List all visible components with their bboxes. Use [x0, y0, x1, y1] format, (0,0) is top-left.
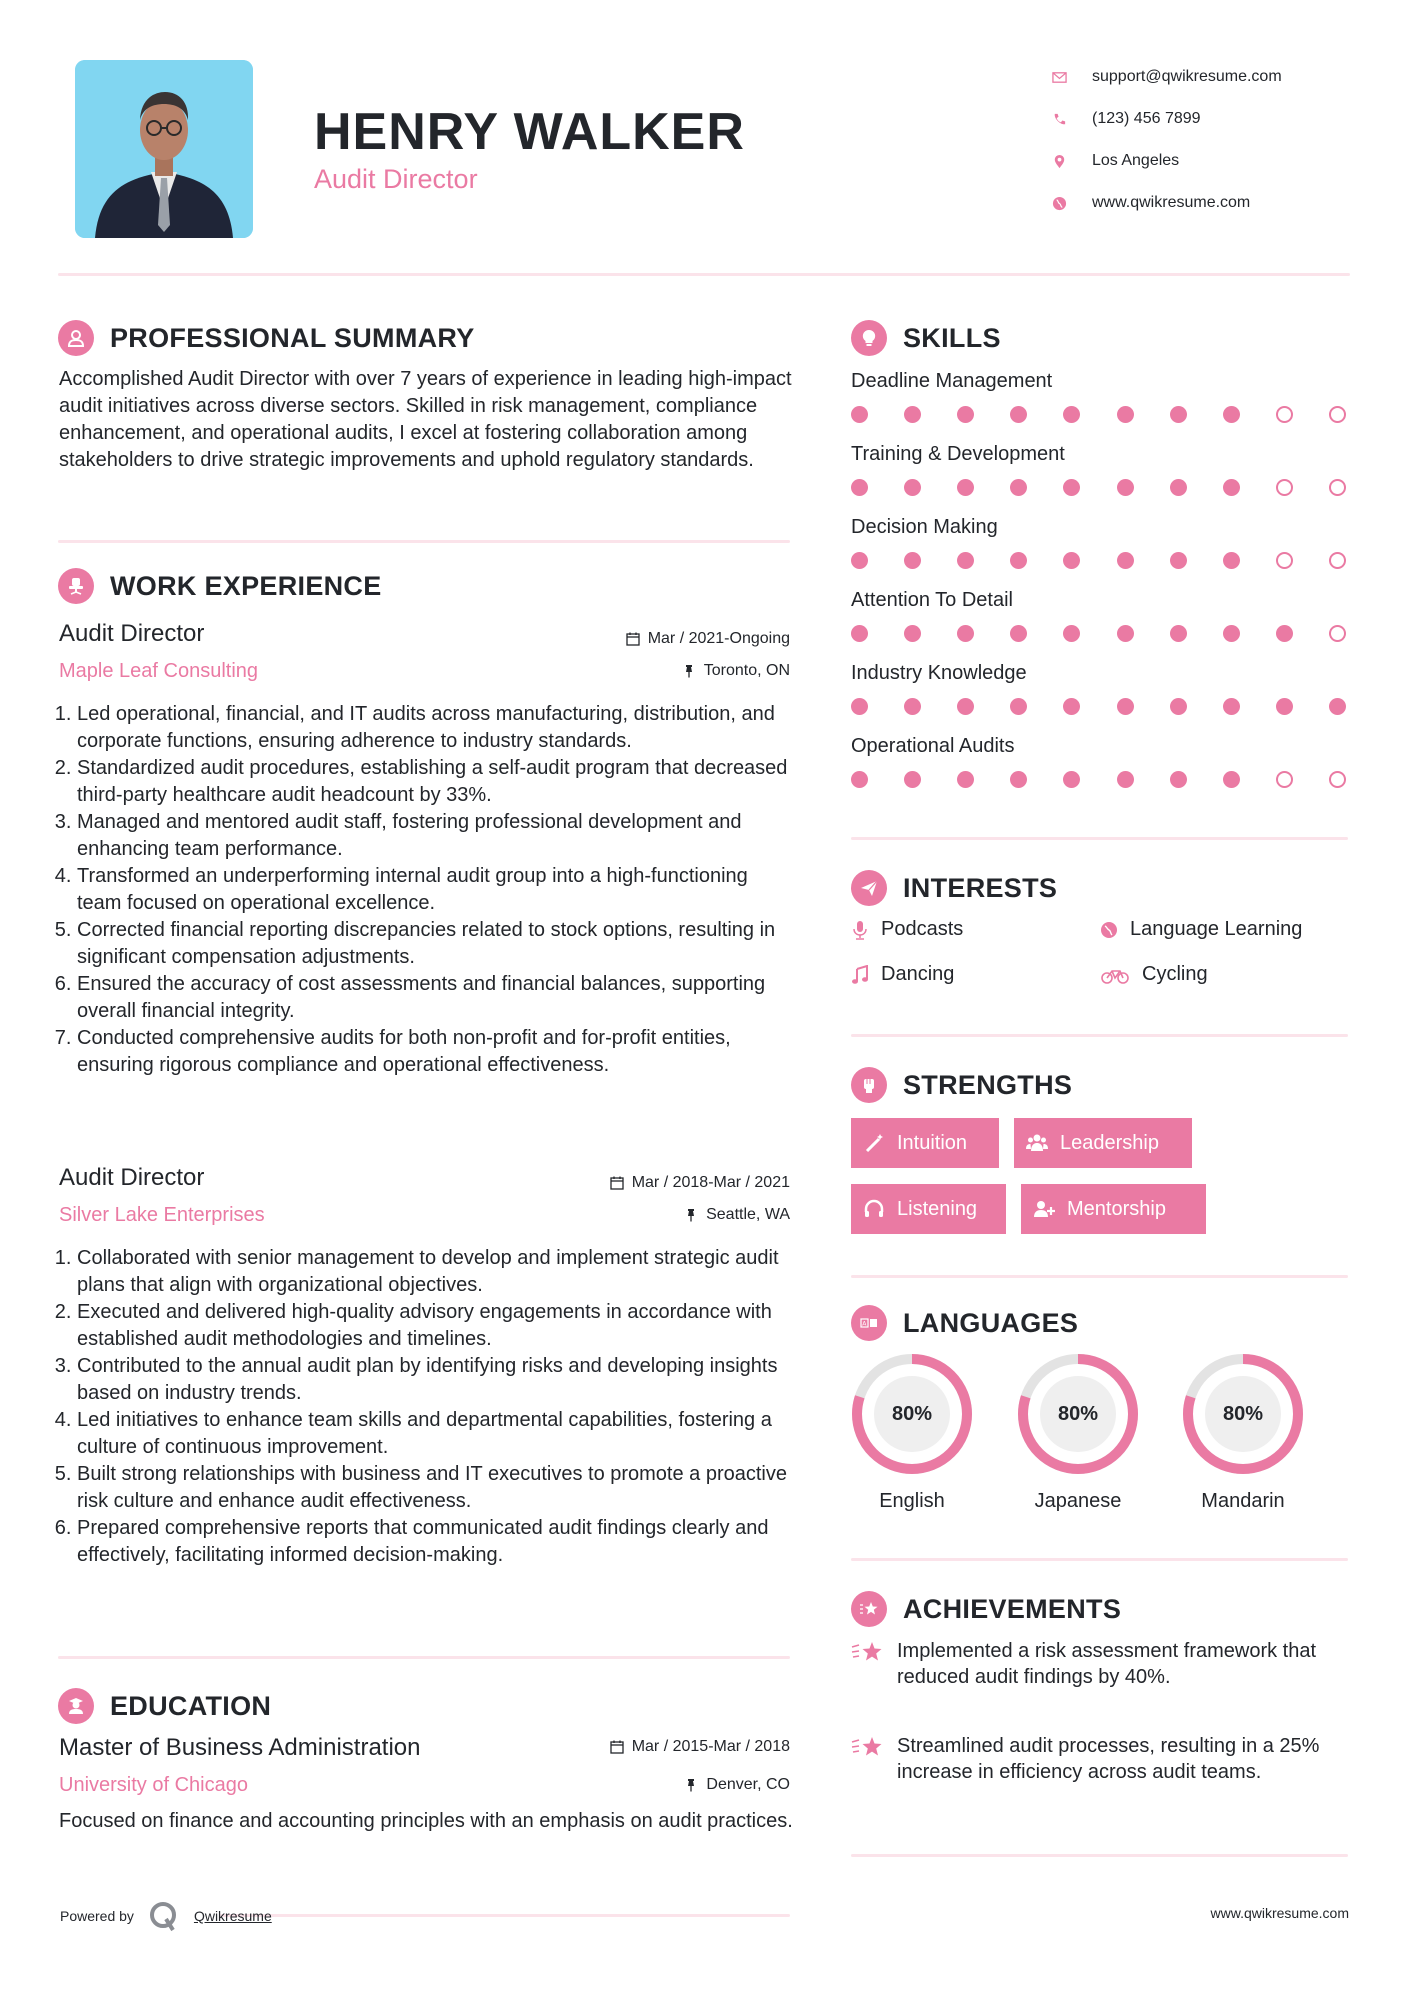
skill-name: Deadline Management — [851, 370, 1053, 392]
summary-heading: PROFESSIONAL SUMMARY — [110, 322, 475, 353]
rating-dot-filled — [1010, 771, 1027, 788]
skill-name: Training & Development — [851, 443, 1065, 465]
skill-name: Industry Knowledge — [851, 662, 1027, 684]
education-heading: EDUCATION — [110, 1690, 272, 1721]
rating-dot-filled — [957, 552, 974, 569]
skill-rating — [851, 771, 1346, 788]
strength-label: Mentorship — [1067, 1197, 1166, 1220]
interest-item — [851, 918, 963, 941]
language-name: Mandarin — [1201, 1490, 1285, 1512]
achievement-text: Streamlined audit processes, resulting in a 25% increase in efficiency across audit teams. — [897, 1735, 1320, 1783]
job-1-title: Audit Director — [59, 620, 205, 647]
job-2-bullet: 1. Collaborated with senior management to develop and implement strategic audit plans that align with organizational objectives. — [77, 1245, 794, 1299]
achievement-item — [851, 1638, 1351, 1690]
rating-dot-filled — [1117, 698, 1134, 715]
rating-dot-filled — [1329, 698, 1346, 715]
contact-phone[interactable] — [1050, 98, 1282, 140]
education-dates — [610, 1738, 790, 1756]
contact-website-text: www.qwikresume.com — [1092, 194, 1251, 211]
rating-dot-filled — [1170, 479, 1187, 496]
experience-divider — [58, 1656, 790, 1659]
contact-location-text: Los Angeles — [1092, 152, 1180, 169]
globe-icon — [1050, 194, 1068, 212]
languages-heading: LANGUAGES — [903, 1307, 1079, 1338]
contact-email[interactable] — [1050, 56, 1282, 98]
rating-dot-filled — [851, 552, 868, 569]
skills-divider — [851, 837, 1348, 840]
candidate-title: Audit Director — [314, 164, 478, 194]
achievement-item — [851, 1733, 1351, 1785]
job-2-bullet: 6. Prepared comprehensive reports that communicated audit findings clearly and effectively, facilitating informed decision-making. — [77, 1515, 794, 1569]
education-section-header — [58, 1688, 271, 1724]
skill-name: Decision Making — [851, 516, 998, 538]
job-1-bullets — [59, 701, 794, 1079]
map-pin-icon — [1050, 152, 1068, 170]
rating-dot-filled — [1010, 406, 1027, 423]
rating-dot-filled — [1170, 771, 1187, 788]
footer-website[interactable]: www.qwikresume.com — [1210, 1905, 1349, 1921]
interest-label: Dancing — [881, 963, 955, 985]
strengths-heading: STRENGTHS — [903, 1069, 1073, 1100]
rating-dot-filled — [1223, 771, 1240, 788]
rating-dot-filled — [904, 406, 921, 423]
strength-tag — [851, 1118, 999, 1168]
paper-plane-icon — [851, 870, 887, 906]
calendar-icon — [626, 632, 640, 646]
lightbulb-icon — [851, 320, 887, 356]
rating-dot-filled — [1170, 698, 1187, 715]
graduate-icon — [58, 1688, 94, 1724]
skill-name: Operational Audits — [851, 735, 1015, 757]
education-location-text: Denver, CO — [706, 1776, 790, 1793]
skill-row — [851, 516, 1351, 569]
job-1-bullet: 7. Conducted comprehensive audits for both non-profit and for-profit entities, ensuring rigorous compliance and operational effectiveness. — [77, 1025, 794, 1079]
rating-dot-filled — [1276, 698, 1293, 715]
language-percent: 80% — [1057, 1402, 1099, 1425]
rating-dot-filled — [1063, 479, 1080, 496]
job-1-bullet: 5. Corrected financial reporting discrepancies related to stock options, resulting in significant compensation adjustments. — [77, 917, 794, 971]
summary-divider — [58, 540, 790, 543]
strength-tag — [851, 1184, 1006, 1234]
rating-dot-filled — [1063, 771, 1080, 788]
job-1-bullet: 6. Ensured the accuracy of cost assessments and financial balances, supporting overall financial integrity. — [77, 971, 794, 1025]
job-1-location — [682, 662, 790, 680]
rating-dot-filled — [1223, 479, 1240, 496]
rating-dot-empty — [1329, 406, 1346, 423]
interest-item — [851, 963, 954, 986]
job-2-bullet: 4. Led initiatives to enhance team skills and departmental capabilities, fostering a culture of continuous improvement. — [77, 1407, 794, 1461]
pushpin-icon — [684, 1778, 698, 1792]
rating-dot-empty — [1329, 479, 1346, 496]
skill-name: Attention To Detail — [851, 589, 1013, 611]
magic-wand-icon — [863, 1132, 885, 1154]
footer-divider — [220, 1914, 790, 1917]
job-2-dates-text: Mar / 2018-Mar / 2021 — [631, 1174, 790, 1191]
rating-dot-filled — [957, 479, 974, 496]
job-2-bullet: 3. Contributed to the annual audit plan by identifying risks and developing insights based on industry trends. — [77, 1353, 794, 1407]
job-2-title: Audit Director — [59, 1164, 205, 1191]
contact-email-text: support@qwikresume.com — [1092, 68, 1282, 85]
languages-section-header — [851, 1305, 1078, 1341]
education-location — [684, 1776, 790, 1794]
powered-by — [60, 1900, 272, 1932]
person-portrait-icon — [75, 60, 253, 238]
interests-divider — [851, 1034, 1348, 1037]
pushpin-icon — [684, 1208, 698, 1222]
skills-section-header — [851, 320, 1001, 356]
job-1-bullet: 1. Led operational, financial, and IT audits across manufacturing, distribution, and corporate functions, ensuring adherence to industry standards. — [77, 701, 794, 755]
job-1-location-text: Toronto, ON — [703, 662, 790, 679]
rating-dot-filled — [957, 406, 974, 423]
job-2-company: Silver Lake Enterprises — [59, 1204, 265, 1226]
rating-dot-empty — [1276, 771, 1293, 788]
rating-dot-filled — [957, 625, 974, 642]
rating-dot-empty — [1329, 552, 1346, 569]
headphones-icon — [863, 1198, 885, 1220]
job-1-bullet: 3. Managed and mentored audit staff, fostering professional development and enhancing team performance. — [77, 809, 794, 863]
calendar-icon — [610, 1740, 624, 1754]
skill-rating — [851, 698, 1346, 715]
user-icon — [58, 320, 94, 356]
skill-rating — [851, 479, 1346, 496]
skill-row — [851, 370, 1351, 423]
skill-rating — [851, 552, 1346, 569]
rating-dot-empty — [1276, 552, 1293, 569]
rating-dot-filled — [1010, 479, 1027, 496]
contact-list — [1050, 56, 1282, 224]
experience-heading: WORK EXPERIENCE — [110, 570, 382, 601]
interests-heading: INTERESTS — [903, 872, 1058, 903]
skill-row — [851, 443, 1351, 496]
job-1-bullet: 2. Standardized audit procedures, establishing a self-audit program that decreased third-party healthcare audit headcount by 33%. — [77, 755, 794, 809]
languages-divider — [851, 1558, 1348, 1561]
qwikresume-logo-icon — [148, 1900, 180, 1932]
education-description: Focused on finance and accounting principles with an emphasis on audit practices. — [59, 1810, 793, 1832]
rating-dot-filled — [1117, 625, 1134, 642]
rating-dot-filled — [1010, 698, 1027, 715]
rating-dot-filled — [1063, 625, 1080, 642]
education-school: University of Chicago — [59, 1774, 248, 1796]
rating-dot-filled — [1117, 406, 1134, 423]
rating-dot-filled — [957, 698, 974, 715]
language-percent: 80% — [1222, 1402, 1264, 1425]
rating-dot-filled — [1063, 552, 1080, 569]
rating-dot-filled — [851, 406, 868, 423]
envelope-icon — [1050, 68, 1068, 86]
fist-icon — [851, 1067, 887, 1103]
interest-label: Podcasts — [881, 918, 964, 940]
interest-label: Cycling — [1142, 963, 1208, 985]
translate-icon — [851, 1305, 887, 1341]
summary-section-header — [58, 320, 475, 356]
strengths-divider — [851, 1275, 1348, 1278]
rating-dot-empty — [1276, 406, 1293, 423]
rating-dot-filled — [851, 625, 868, 642]
job-1-dates-text: Mar / 2021-Ongoing — [647, 630, 790, 647]
language-progress-ring — [850, 1352, 974, 1476]
education-degree: Master of Business Administration — [59, 1734, 421, 1761]
powered-by-label: Powered by — [60, 1908, 134, 1924]
rating-dot-filled — [904, 552, 921, 569]
rating-dot-filled — [1276, 625, 1293, 642]
rating-dot-filled — [904, 479, 921, 496]
contact-website[interactable] — [1050, 182, 1282, 224]
rating-dot-filled — [1117, 552, 1134, 569]
skill-row — [851, 662, 1351, 715]
rating-dot-filled — [1010, 625, 1027, 642]
skill-rating — [851, 406, 1346, 423]
rating-dot-filled — [1170, 406, 1187, 423]
skills-heading: SKILLS — [903, 322, 1001, 353]
skill-row — [851, 735, 1351, 788]
rating-dot-filled — [1223, 698, 1240, 715]
rating-dot-filled — [904, 625, 921, 642]
calendar-icon — [610, 1176, 624, 1190]
rating-dot-filled — [1117, 479, 1134, 496]
rating-dot-filled — [851, 698, 868, 715]
job-2-dates — [610, 1174, 790, 1192]
achievement-text: Implemented a risk assessment framework that reduced audit findings by 40%. — [897, 1640, 1317, 1688]
phone-icon — [1050, 110, 1068, 128]
achievements-divider — [851, 1854, 1348, 1857]
job-2-bullets — [59, 1245, 794, 1569]
rating-dot-filled — [1170, 552, 1187, 569]
rating-dot-filled — [1117, 771, 1134, 788]
header-divider — [58, 273, 1350, 276]
rating-dot-filled — [957, 771, 974, 788]
rating-dot-filled — [1063, 406, 1080, 423]
rating-dot-empty — [1329, 625, 1346, 642]
rating-dot-filled — [851, 771, 868, 788]
pushpin-icon — [682, 664, 696, 678]
language-percent: 80% — [891, 1402, 933, 1425]
strength-label: Leadership — [1060, 1131, 1159, 1154]
language-item — [1181, 1352, 1305, 1513]
strength-label: Listening — [897, 1197, 978, 1220]
language-progress-ring — [1016, 1352, 1140, 1476]
interests-section-header — [851, 870, 1057, 906]
globe-icon — [1100, 920, 1118, 940]
rating-dot-filled — [1010, 552, 1027, 569]
language-name: Japanese — [1034, 1490, 1122, 1512]
achievements-section-header — [851, 1591, 1121, 1627]
job-1-bullet: 4. Transformed an underperforming internal audit group into a high-functioning team focused on operational excellence. — [77, 863, 794, 917]
office-chair-icon — [58, 568, 94, 604]
rating-dot-filled — [904, 771, 921, 788]
strength-tag — [1021, 1184, 1206, 1234]
music-note-icon — [851, 965, 869, 985]
profile-photo — [75, 60, 253, 238]
interest-item — [1100, 963, 1208, 986]
rating-dot-empty — [1329, 771, 1346, 788]
shooting-star-icon — [851, 1735, 885, 1761]
strength-label: Intuition — [897, 1131, 968, 1154]
rating-dot-filled — [1223, 406, 1240, 423]
strength-tag — [1014, 1118, 1192, 1168]
job-1-dates — [626, 630, 790, 648]
rating-dot-filled — [1223, 552, 1240, 569]
rating-dot-filled — [851, 479, 868, 496]
contact-location — [1050, 140, 1282, 182]
education-dates-text: Mar / 2015-Mar / 2018 — [631, 1738, 790, 1755]
candidate-name: HENRY WALKER — [314, 103, 745, 161]
achievements-heading: ACHIEVEMENTS — [903, 1593, 1122, 1624]
experience-section-header — [58, 568, 382, 604]
language-item — [850, 1352, 974, 1513]
skill-rating — [851, 625, 1346, 642]
bicycle-icon — [1100, 965, 1130, 985]
contact-phone-text: (123) 456 7899 — [1092, 110, 1201, 127]
rating-dot-filled — [1170, 625, 1187, 642]
job-2-location-text: Seattle, WA — [706, 1206, 790, 1223]
svg-text:A: A — [862, 1320, 867, 1328]
interest-label: Language Learning — [1130, 918, 1303, 940]
summary-text: Accomplished Audit Director with over 7 years of experience in leading high-impact audit initiatives across diverse sectors. Skilled in risk management, compliance enhancement, and operational audits, I excel at fostering collaboration among stakeholders to drive strategic improvements and uphold regulatory standards. — [59, 368, 792, 471]
rating-dot-filled — [1223, 625, 1240, 642]
qwikresume-link[interactable]: Qwikresume — [193, 1908, 272, 1924]
strengths-section-header — [851, 1067, 1072, 1103]
job-1-company: Maple Leaf Consulting — [59, 660, 259, 682]
user-plus-icon — [1033, 1198, 1055, 1220]
rating-dot-filled — [1063, 698, 1080, 715]
group-icon — [1026, 1132, 1048, 1154]
interest-item — [1100, 918, 1302, 941]
language-item — [1016, 1352, 1140, 1513]
language-progress-ring — [1181, 1352, 1305, 1476]
language-name: English — [879, 1490, 945, 1512]
job-2-bullet: 5. Built strong relationships with business and IT executives to promote a proactive risk culture and enhance audit effectiveness. — [77, 1461, 794, 1515]
job-2-bullet: 2. Executed and delivered high-quality advisory engagements in accordance with established audit methodologies and timelines. — [77, 1299, 794, 1353]
microphone-icon — [851, 920, 869, 940]
skill-row — [851, 589, 1351, 642]
rating-dot-filled — [904, 698, 921, 715]
shooting-star-icon — [851, 1640, 885, 1666]
rating-dot-empty — [1276, 479, 1293, 496]
shooting-star-icon — [851, 1591, 887, 1627]
job-2-location — [684, 1206, 790, 1224]
